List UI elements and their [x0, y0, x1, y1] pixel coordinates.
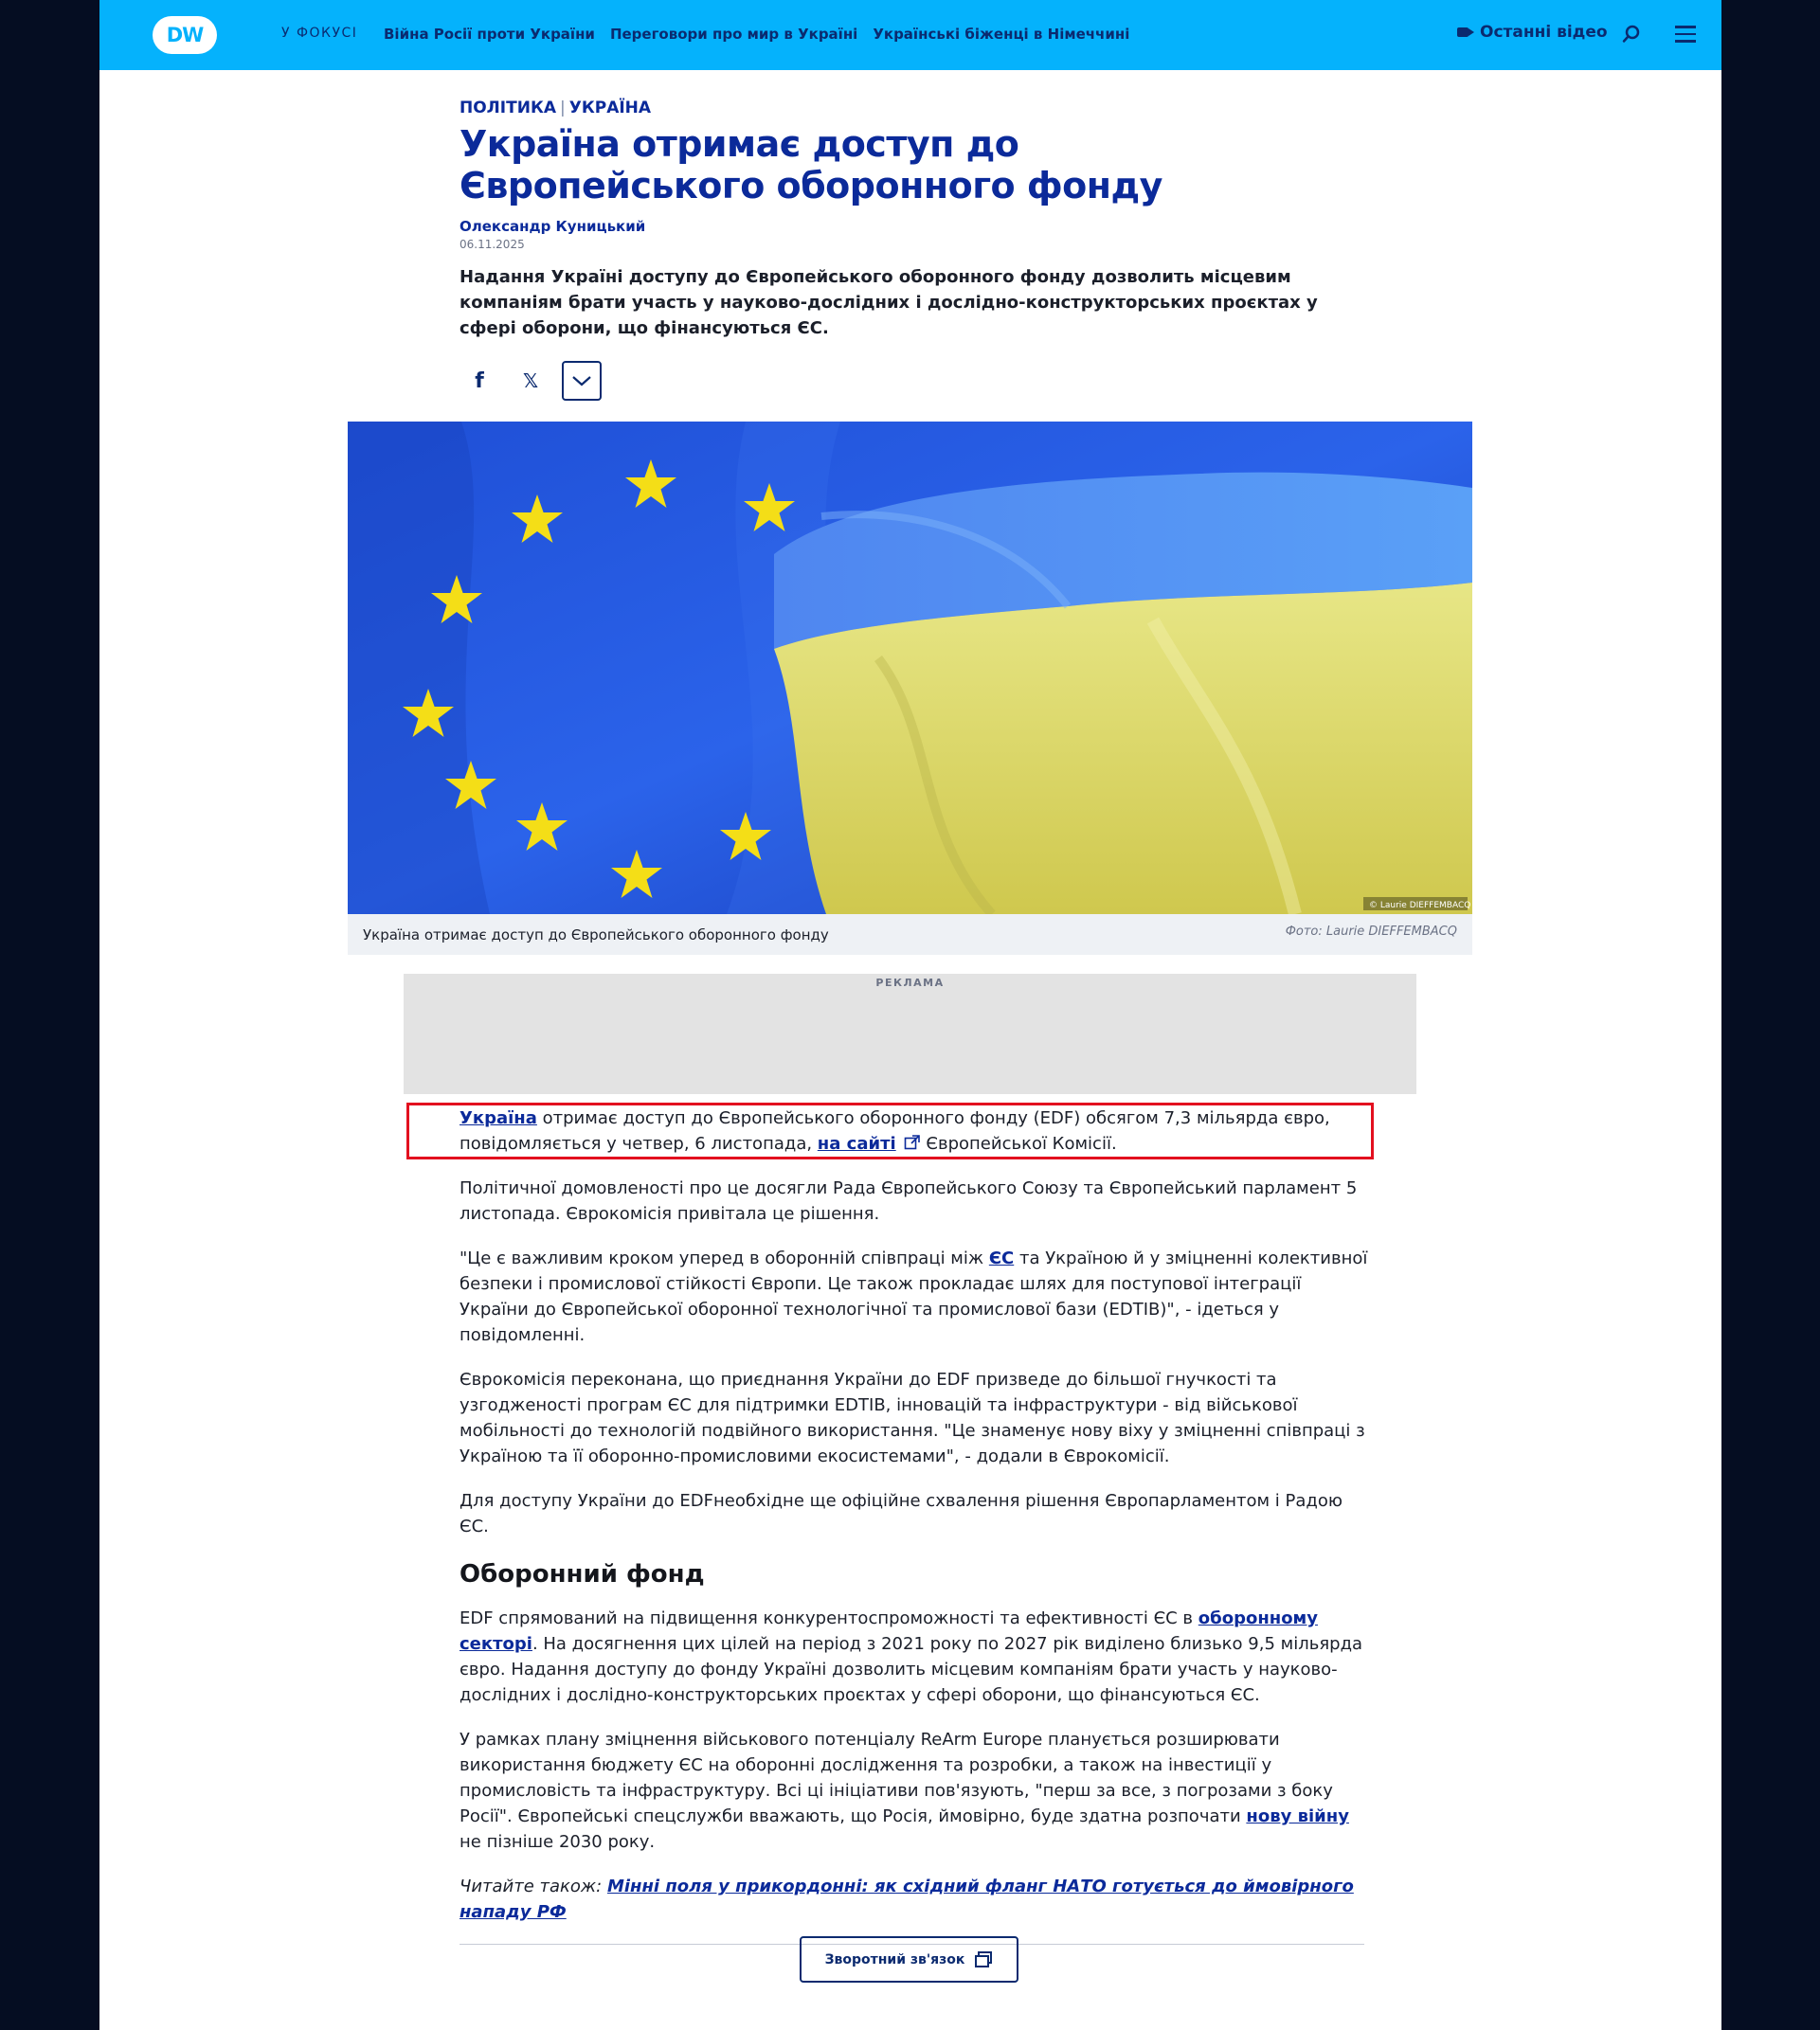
article-body	[460, 1105, 1369, 1945]
advertisement-slot[interactable]	[404, 974, 1416, 1094]
eu-ukraine-flags-image	[348, 422, 1472, 914]
p7-text-b: не пізніше 2030 року.	[460, 1832, 656, 1852]
logo-text: DW	[166, 24, 204, 46]
image-watermark: © Laurie DIEFFEMBACQ	[1369, 901, 1471, 910]
facebook-icon: f	[475, 368, 484, 393]
paragraph-4: Єврокомісія переконана, що приєднання України до EDF призведе до більшої гнучкості та узгодженості програм ЄС для підтримки EDTIB, інновацій та інфраструктури - від військової мобільності до технологій подвійного використання. "Це знаменує нову віху у зміцненні співпраці з Україною та її оборонно-промисловими екосистемами", - додали в Єврокомісії.	[460, 1370, 1365, 1466]
feedback-label: Зворотний зв'язок	[824, 1951, 965, 1967]
hamburger-menu-icon[interactable]	[1675, 26, 1696, 43]
p3-text-b: та Україною й у зміцненні колективної безпеки і промислової стійкості Європи. Це також прокладає шлях для поступової інтеграції України до Європейської оборонної технологічної та промислової бази (EDTIB)", - ідеться у повідомленні.	[460, 1249, 1368, 1345]
hero-image[interactable]	[348, 422, 1472, 914]
kicker-separator: |	[560, 99, 566, 117]
paragraph-6	[460, 1606, 1369, 1708]
facebook-share-button[interactable]	[460, 361, 499, 401]
link-new-war[interactable]: нову війну	[1246, 1806, 1349, 1826]
nav-item-peace-talks[interactable]: Переговори про мир в Україні	[609, 26, 858, 43]
external-link-icon	[904, 1135, 921, 1150]
latest-video-link[interactable]	[1457, 23, 1608, 42]
kicker-ukraine[interactable]: УКРАЇНА	[568, 99, 652, 117]
nav-item-war[interactable]: Війна Росії проти України	[384, 26, 595, 43]
latest-video-label: Останні відео	[1480, 23, 1608, 42]
top-navigation-bar	[99, 0, 1721, 70]
x-icon: 𝕏	[522, 369, 539, 392]
section-heading: Оборонний фонд	[460, 1560, 705, 1589]
share-bar	[460, 361, 602, 401]
read-also-label: Читайте також:	[460, 1877, 607, 1896]
link-eu[interactable]: ЄС	[988, 1249, 1015, 1268]
author-name[interactable]: Олександр Куницький	[460, 218, 646, 235]
image-caption-bar	[348, 914, 1472, 955]
article-lead: Надання Україні доступу до Європейського оборонного фонду дозволить місцевим компаніям брати участь у науково-дослідних і дослідно-конструкторських проєктах у сфері оборони, що фінансуються ЄС.	[460, 267, 1318, 338]
link-defense-sector[interactable]: оборонному секторі	[460, 1608, 1319, 1654]
ad-label: РЕКЛАМА	[875, 977, 945, 989]
link-site-label: на сайті	[817, 1134, 896, 1154]
nav-item-refugees[interactable]: Українські біженці в Німеччині	[873, 26, 1130, 43]
kicker-politics[interactable]: ПОЛІТИКА	[460, 99, 556, 117]
paragraph-3	[460, 1246, 1369, 1348]
focus-label: У ФОКУСІ	[281, 26, 358, 41]
p7-text-a: У рамках плану зміцнення військового потенціалу ReArm Europe планується розширювати використання бюджету ЄС на оборонні дослідження та розробки, а також на інвестиції у промисловість та інфраструктуру. Всі ці ініціативи пов'язують, "перш за все, з погрозами з боку Росії". Європейські спецслужби вважають, що Росія, ймовірно, буде здатна розпочати	[460, 1730, 1333, 1826]
window-icon	[974, 1951, 993, 1968]
video-camera-icon	[1457, 27, 1469, 37]
paragraph-5: Для доступу України до EDFнеобхідне ще офіційне схвалення рішення Європарламентом і Радою ЄС.	[460, 1491, 1343, 1536]
feedback-button[interactable]	[800, 1936, 1018, 1983]
highlighted-paragraph	[409, 1105, 1371, 1157]
more-share-button[interactable]	[562, 361, 602, 401]
p1-text-b: Європейської Комісії.	[920, 1134, 1117, 1154]
dw-logo[interactable]	[153, 16, 217, 54]
paragraph-2: Політичної домовленості про це досягли Рада Європейського Союзу та Європейський парламент 5 листопада. Єврокомісія привітала це рішення.	[460, 1178, 1358, 1224]
page	[99, 0, 1721, 2030]
link-eu-commission-site[interactable]	[818, 1134, 921, 1154]
topic-nav	[384, 26, 1129, 43]
p3-text-a: "Це є важливим кроком уперед в оборонній співпраці між	[460, 1249, 989, 1268]
p6-text-a: EDF спрямований на підвищення конкурентоспроможності та ефективності ЄС в	[460, 1608, 1198, 1628]
read-also-link[interactable]: Мінні поля у прикордонні: як східний фланг НАТО готується до ймовірного нападу РФ	[460, 1877, 1354, 1922]
x-share-button[interactable]	[511, 361, 550, 401]
paragraph-7	[460, 1727, 1369, 1855]
article-kicker	[460, 99, 651, 117]
search-icon[interactable]	[1622, 25, 1641, 44]
read-also	[460, 1874, 1369, 1925]
article-title: Україна отримає доступ до Європейського оборонного фонду	[460, 123, 1162, 207]
image-credit: Фото: Laurie DIEFFEMBACQ	[1285, 925, 1457, 939]
publish-date: 06.11.2025	[460, 238, 525, 251]
p6-text-b: . На досягнення цих цілей на період з 2021 року по 2027 рік виділено близько 9,5 мільярда євро. Надання доступу до фонду Україні дозволить місцевим компаніям брати участь у науково-дослідних і дослідно-конструкторських проєктах у сфері оборони, що фінансуються ЄС.	[460, 1634, 1363, 1705]
link-ukraine[interactable]: Україна	[460, 1108, 537, 1128]
p1-text-a: отримає доступ до Європейського оборонного фонду (EDF) обсягом 7,3 мільярда євро, повідомляється у четвер, 6 листопада,	[460, 1108, 1330, 1154]
chevron-down-icon	[571, 374, 592, 387]
image-caption: Україна отримає доступ до Європейського оборонного фонду	[363, 926, 829, 943]
